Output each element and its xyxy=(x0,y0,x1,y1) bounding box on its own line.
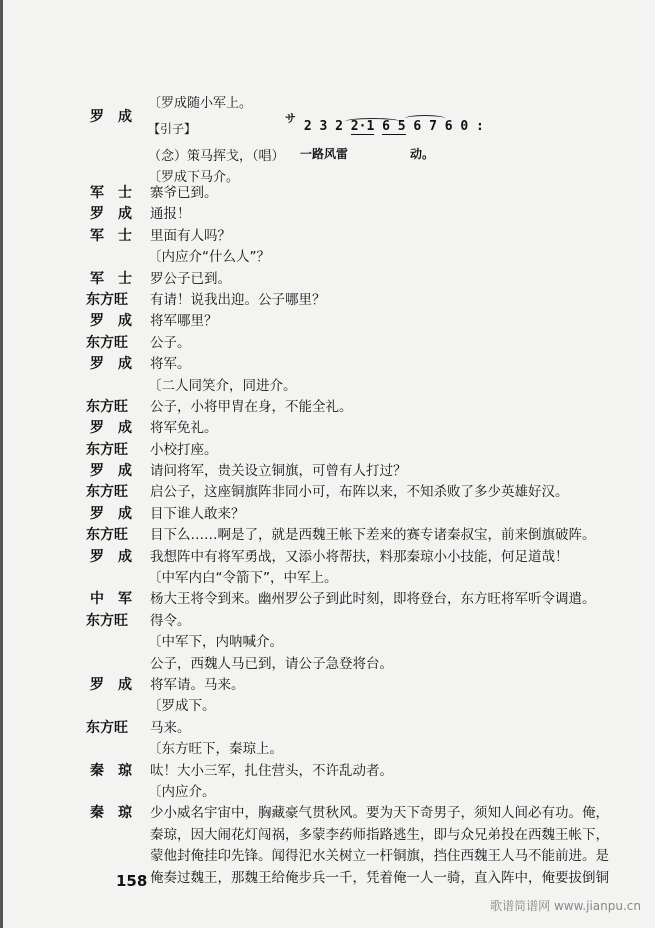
dialogue-line xyxy=(0,311,655,332)
dialogue-line xyxy=(0,589,655,610)
speaker-name: 中军 xyxy=(90,591,146,608)
speaker-name: 东方旺 xyxy=(86,334,128,351)
dialogue-line xyxy=(0,525,655,546)
line-text: 请问将军，贵关设立铜旗，可曾有人打过？ xyxy=(150,463,407,480)
speaker-name: 秦琼 xyxy=(90,762,146,779)
speaker-name: 罗成 xyxy=(90,356,146,373)
dialogue-line xyxy=(0,718,655,739)
dialogue-line xyxy=(0,675,655,696)
line-text: 〔罗成下。 xyxy=(148,698,216,715)
line-text: 杨大王将令到来。幽州罗公子到此时刻，即将登台，东方旺将军听令调遣。 xyxy=(150,591,596,608)
dialogue-line xyxy=(0,611,655,632)
stage-direction xyxy=(0,376,655,397)
line-text: 通报！ xyxy=(150,206,191,223)
speaker-name: 军士 xyxy=(90,185,146,201)
speaker-name: 东方旺 xyxy=(86,291,128,308)
speaker-name: 秦琼 xyxy=(90,805,146,822)
line-text: 启公子，这座铜旗阵非同小可，布阵以来，不知杀败了多少英雄好汉。 xyxy=(150,484,569,501)
line-text: 马来。 xyxy=(150,719,191,736)
notes: 2·1 xyxy=(350,119,375,134)
dialogue-line xyxy=(0,504,655,525)
line-text: 少小威名宇宙中，胸藏豪气贯秋风。要为天下奇男子，须知人间必有功。俺， xyxy=(150,805,609,822)
recite-line: （念）策马挥戈，（唱） xyxy=(148,149,285,164)
dialogue-line xyxy=(0,226,655,247)
watermark: 歌谱简谱网 www.jianpu.cn xyxy=(490,899,641,913)
dialogue xyxy=(0,183,655,889)
dialogue-line xyxy=(0,803,655,824)
lyric-2: 动。 xyxy=(410,147,435,161)
speaker-name: 东方旺 xyxy=(86,527,128,544)
line-text: 罗公子已到。 xyxy=(150,270,231,287)
continuation-line xyxy=(0,868,655,889)
speaker-name: 罗成 xyxy=(90,109,146,125)
line-text: 公子，小将甲胄在身，不能全礼。 xyxy=(150,398,353,415)
sanban-mark: サ xyxy=(285,112,296,125)
line-text: 小校打座。 xyxy=(150,441,218,458)
speaker-name: 东方旺 xyxy=(86,398,128,415)
dialogue-line xyxy=(0,290,655,311)
line-text: 有请！说我出迎。公子哪里？ xyxy=(150,291,326,308)
line-text: 将军免礼。 xyxy=(150,420,218,437)
line-text: 〔东方旺下，秦琼上。 xyxy=(148,741,283,758)
speaker-name: 东方旺 xyxy=(86,484,128,501)
line-text: 公子。 xyxy=(150,334,191,351)
stage-direction xyxy=(0,739,655,760)
speaker-name: 军士 xyxy=(90,227,146,244)
lyric-1: 一路风雷 xyxy=(300,147,349,161)
dialogue-line xyxy=(0,354,655,375)
dialogue-line xyxy=(0,269,655,290)
continuation-line xyxy=(0,846,655,867)
line-text: 〔中军下，内呐喊介。 xyxy=(148,634,283,651)
line-text: 目下么……啊是了，就是西魏王帐下差来的赛专诸秦叔宝，前来倒旗破阵。 xyxy=(150,527,596,544)
stage-direction xyxy=(0,782,655,803)
line-text: 我想阵中有将军勇战，又添小将帮扶，料那秦琼小小技能，何足道哉！ xyxy=(150,548,569,565)
line-text: 〔中军内白“令箭下”，中军上。 xyxy=(148,570,338,587)
speaker-name: 罗成 xyxy=(90,463,146,480)
speaker-name: 东方旺 xyxy=(86,612,128,629)
stage-direction xyxy=(0,696,655,717)
repeat-mark: : xyxy=(476,119,484,134)
dialogue-line xyxy=(0,333,655,354)
line-text: 将军哪里？ xyxy=(150,313,218,330)
stage-direction: 〔罗成随小军上。 xyxy=(148,96,253,111)
stage-direction xyxy=(0,247,655,268)
dialogue-line xyxy=(0,183,655,204)
speaker-name: 罗成 xyxy=(90,676,146,693)
line-text: 〔内应介“什么人”？ xyxy=(148,249,270,266)
line-text: 将军请。马来。 xyxy=(150,676,245,693)
page-number: 158 xyxy=(116,872,148,890)
line-text: 公子，西魏人马已到，请公子急登将台。 xyxy=(150,655,393,672)
notes: 6 5 xyxy=(382,119,406,134)
line-text: 寨爷已到。 xyxy=(150,185,218,201)
stage-direction xyxy=(0,568,655,589)
line-text: 俺奏过魏王，那魏王给俺步兵一千，凭着俺一人一骑，直入阵中，俺要拔倒铜 xyxy=(150,869,609,886)
line-text: 将军。 xyxy=(150,356,191,373)
slur xyxy=(345,118,400,125)
dialogue-line xyxy=(0,440,655,461)
line-text: 得令。 xyxy=(150,612,191,629)
speaker-name: 东方旺 xyxy=(86,719,128,736)
stage-direction xyxy=(0,632,655,653)
line-text: 蒙他封俺挂印先锋。闻得汜水关树立一杆铜旗，挡住西魏王人马不能前进。是 xyxy=(150,848,609,865)
tune-label: 【引子】 xyxy=(148,122,197,136)
dialogue-line xyxy=(0,461,655,482)
notes: 6 7 6 0 xyxy=(413,119,469,134)
dialogue-line xyxy=(0,547,655,568)
line-text: 里面有人吗？ xyxy=(150,227,231,244)
speaker-name: 军士 xyxy=(90,270,146,287)
line-text: 〔内应介。 xyxy=(148,783,216,800)
dialogue-line xyxy=(0,761,655,782)
line-text: 〔二人同笑介，同进介。 xyxy=(148,377,297,394)
dialogue-line xyxy=(0,204,655,225)
continuation-line xyxy=(0,654,655,675)
slur xyxy=(405,115,445,122)
line-text: 目下谁人敢来？ xyxy=(150,505,245,522)
speaker-name: 罗成 xyxy=(90,206,146,223)
speaker-name: 罗成 xyxy=(90,420,146,437)
dialogue-line xyxy=(0,397,655,418)
continuation-line xyxy=(0,825,655,846)
notes: 2 3 2 xyxy=(303,119,351,134)
speaker-name: 罗成 xyxy=(90,505,146,522)
dialogue-line xyxy=(0,482,655,503)
line-text: 呔！大小三军，扎住营头，不许乱动者。 xyxy=(150,762,393,779)
speaker-name: 罗成 xyxy=(90,548,146,565)
speaker-name: 罗成 xyxy=(90,313,146,330)
line-text: 秦琼，因大闹花灯闯祸，多蒙李药师指路逃生，即与众兄弟投在西魏王帐下， xyxy=(150,826,609,843)
speaker-name: 东方旺 xyxy=(86,441,128,458)
dialogue-line xyxy=(0,418,655,439)
stage-direction: 〔罗成下马介。 xyxy=(148,170,240,185)
